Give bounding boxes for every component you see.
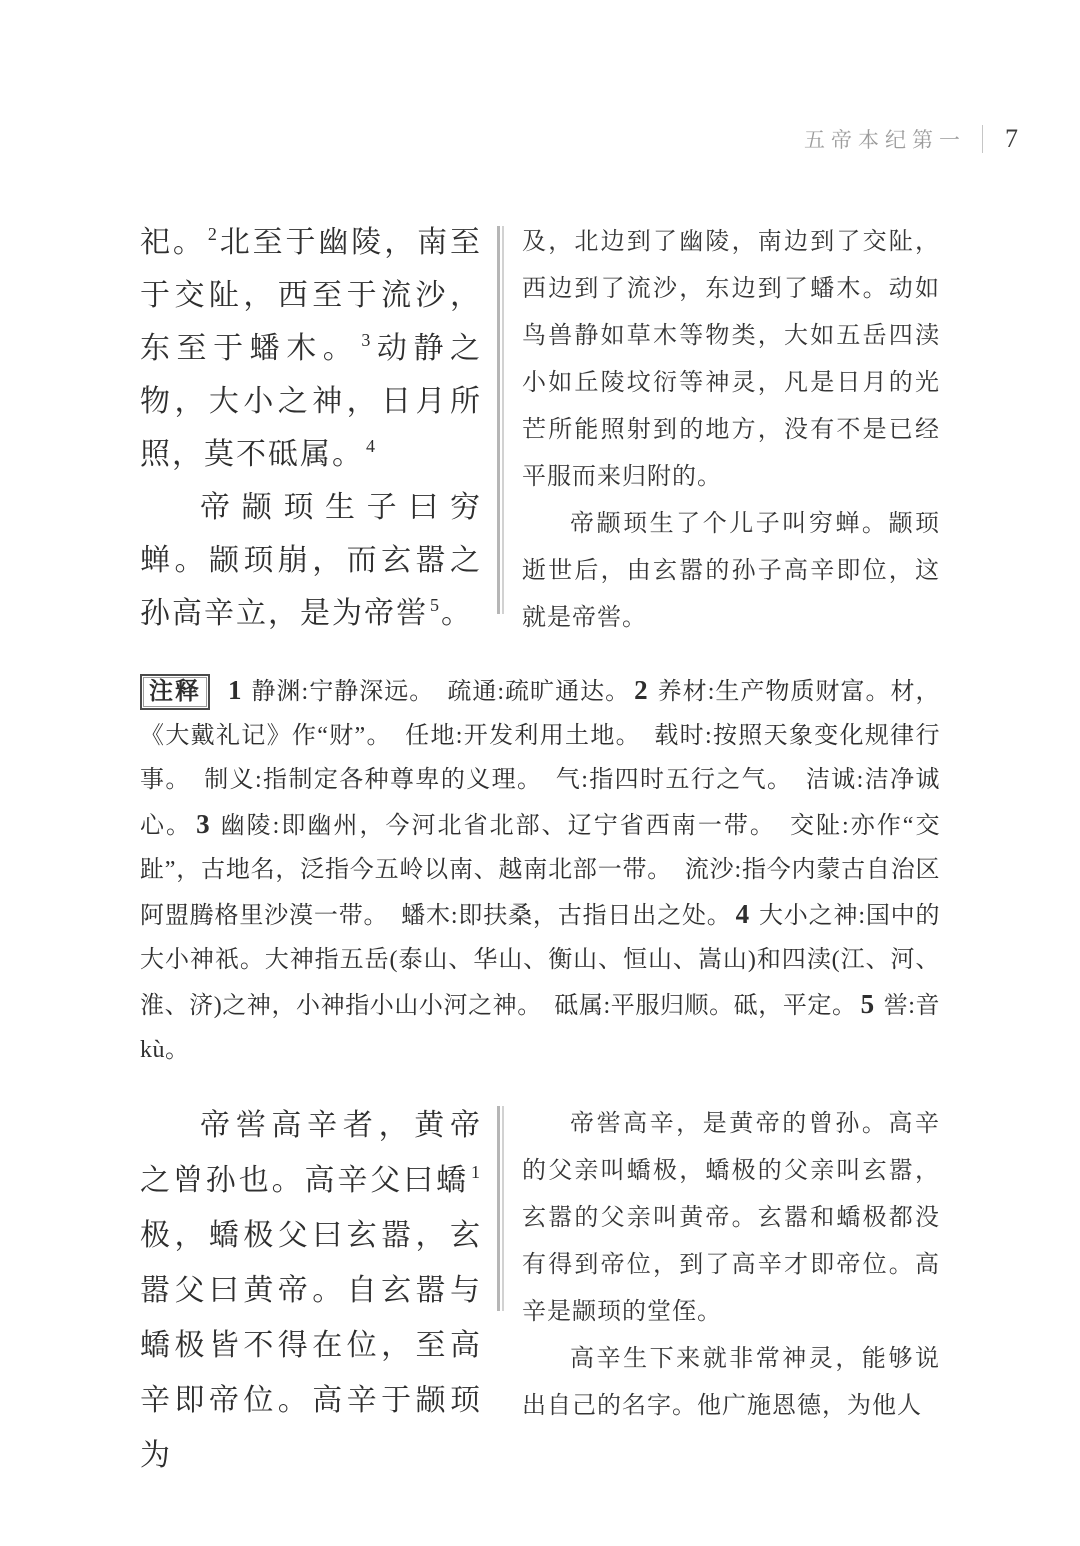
translation-paragraph: 高辛生下来就非常神灵，能够说出自己的名字。他广施恩德，为他人 [522,1346,940,1419]
page-header [804,124,1018,154]
column-divider [497,226,504,614]
classical-text: 帝喾高辛者，黄帝之曾孙也。高辛父曰蟜 [140,1109,482,1197]
translation-column [522,1101,940,1430]
section-lower [140,1098,940,1483]
annotation-text: 幽陵:即幽州，今河北省北部、辽宁省西南一带。 交阯:亦作“交趾”，古地名，泛指今五岭以南、越南北部一带。 流沙:指今内蒙古自治区阿盟腾格里沙漠一带。 蟠木:即扶桑，古指日出之处。 [140,813,940,929]
running-title: 五帝本纪第一 [804,128,966,152]
classical-paragraph [140,1098,482,1483]
annotations-block [140,668,940,1072]
header-divider-rule [982,125,983,153]
classical-text: 极，蟜极父曰玄嚣，玄嚣父曰黄帝。自玄嚣与蟜极皆不得在位，至高辛即帝位。高辛于颛顼为 [140,1219,482,1472]
section-upper [140,216,940,642]
annotation-text: 养材:生产物质财富。材，《大戴礼记》作“财”。 任地:开发利用土地。 载时:按照天象变化规律行事。 制义:指制定各种尊卑的义理。 气:指四时五行之气。 洁诚:洁净诚心。 [140,679,941,839]
annotation-number: 3 [196,809,211,839]
classical-text-column [140,1098,482,1483]
annotation-number: 5 [860,989,875,1019]
classical-text: 。 [441,597,473,630]
classical-text-column [140,216,482,640]
page-number: 7 [1005,124,1018,153]
classical-paragraph [140,216,482,481]
annotation-text: 喾:音 kù。 [140,993,940,1063]
note-ref-1: 1 [471,1162,480,1182]
classical-text: 动静之物，大小之神，日月所照，莫不砥属。 [140,332,483,471]
annotation-number: 4 [735,899,750,929]
annotation-number: 1 [228,675,242,705]
annotation-text: 大小之神:国中的大小神祇。大神指五岳(泰山、华山、衡山、恒山、嵩山)和四渎(江、河、淮、济)之神，小神指小山小河之神。 砥属:平服归顺。砥，平定。 [140,903,940,1019]
classical-text: 帝颛顼生子曰穷蝉。颛顼崩，而玄嚣之孙高辛立，是为帝喾 [140,491,482,630]
translation-column [522,219,940,642]
classical-text: 祀。 [140,226,206,259]
classical-text: 北至于幽陵，南至于交阯，西至于流沙，东至于蟠木。 [140,226,483,365]
annotation-number: 2 [634,675,649,705]
translation-paragraph: 及，北边到了幽陵，南边到了交阯，西边到了流沙，东边到了蟠木。动如鸟兽静如草木等物类，大如五岳四渎小如丘陵坟衍等神灵，凡是日月的光芒所能照射到的地方，没有不是已经平服而来归附的。 [522,229,940,490]
classical-paragraph [140,481,482,640]
column-divider [497,1106,504,1311]
annotation-label: 注释 [140,674,210,710]
annotation-text: 静渊:宁静深远。 疏通:疏旷通达。 [251,679,631,705]
translation-paragraph: 帝颛顼生了个儿子叫穷蝉。颛顼逝世后，由玄嚣的孙子高辛即位，这就是帝喾。 [522,511,940,631]
note-ref-3: 3 [361,330,371,350]
note-ref-2: 2 [207,224,217,244]
translation-paragraph: 帝喾高辛，是黄帝的曾孙。高辛的父亲叫蟜极，蟜极的父亲叫玄嚣，玄嚣的父亲叫黄帝。玄嚣和蟜极都没有得到帝位，到了高辛才即帝位。高辛是颛顼的堂侄。 [522,1111,940,1325]
note-ref-4: 4 [366,436,375,456]
note-ref-5: 5 [430,595,439,615]
